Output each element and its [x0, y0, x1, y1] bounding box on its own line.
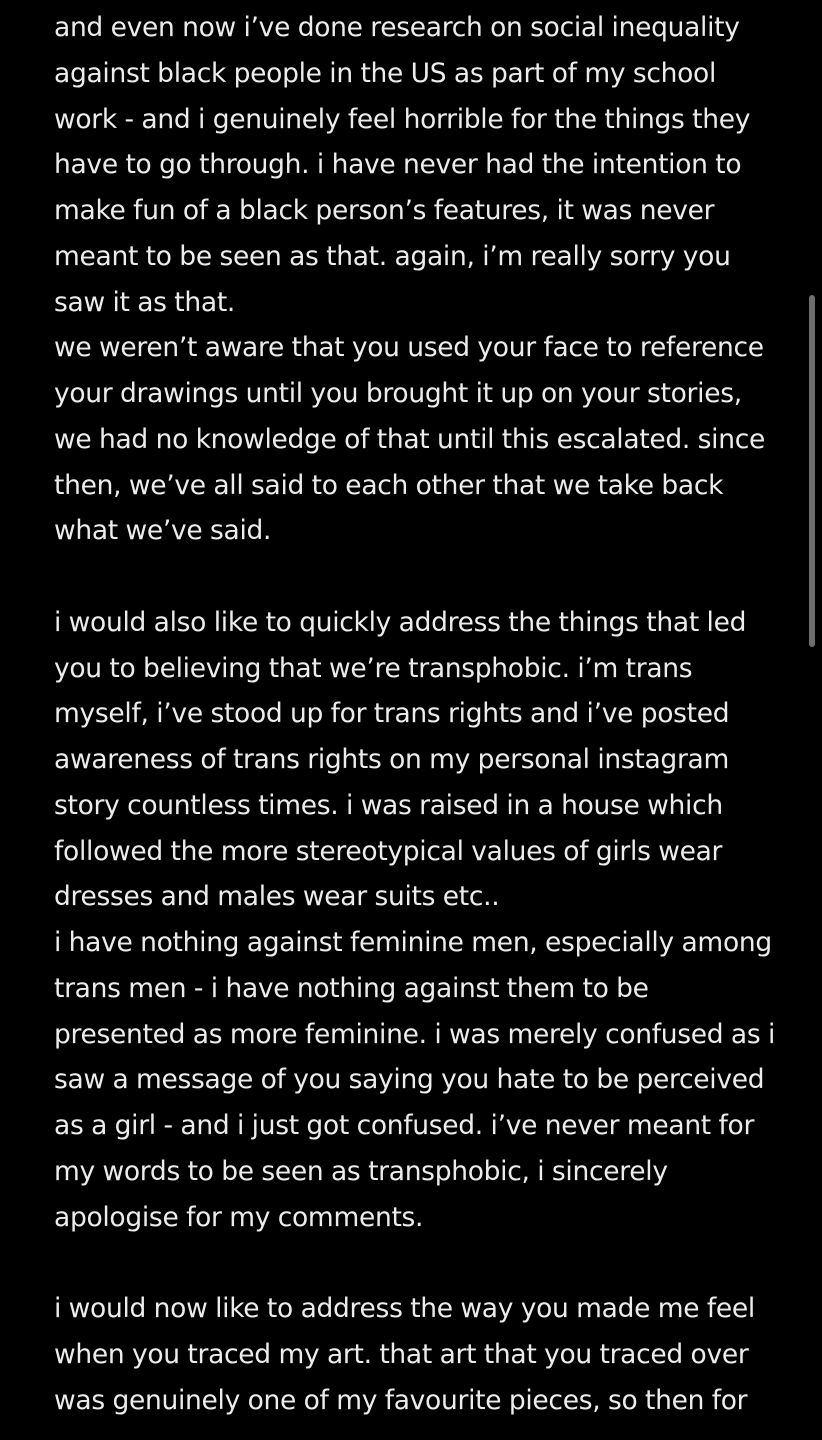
text-line: then, we’ve all said to each other that we take back	[54, 469, 724, 501]
text-line: myself, i’ve stood up for trans rights and i’ve posted	[54, 698, 730, 730]
text-line: saw a message of you saying you hate to be perceived	[54, 1064, 765, 1096]
text-line: what we’ve said.	[54, 515, 272, 547]
text-line: you to believing that we’re transphobic. i’m trans	[54, 652, 693, 684]
text-line: was genuinely one of my favourite pieces, so then for	[54, 1384, 748, 1416]
note-text-body[interactable]	[54, 5, 794, 1423]
text-line: trans men - i have nothing against them to be	[54, 972, 649, 1004]
text-line: dresses and males wear suits etc..	[54, 881, 500, 913]
text-line: when you traced my art. that art that you traced over	[54, 1338, 749, 1370]
text-line: saw it as that.	[54, 286, 236, 318]
text-line: work - and i genuinely feel horrible for the things they	[54, 103, 751, 135]
text-line: i would now like to address the way you made me feel	[54, 1293, 755, 1324]
text-line: story countless times. i was raised in a house which	[54, 789, 723, 821]
text-line: i would also like to quickly address the things that led	[54, 606, 747, 638]
text-line: against black people in the US as part of my school	[54, 57, 717, 89]
blank-line	[54, 1240, 794, 1286]
text-line: meant to be seen as that. again, i’m really sorry you	[54, 240, 731, 272]
text-line: followed the more stereotypical values of girls wear	[54, 835, 723, 867]
text-line: awareness of trans rights on my personal instagram	[54, 744, 729, 775]
text-line: we weren’t aware that you used your face to reference	[54, 332, 764, 364]
text-line: we had no knowledge of that until this escalated. since	[54, 423, 766, 455]
text-line: make fun of a black person’s features, it was never	[54, 195, 715, 226]
text-line: apologise for my comments.	[54, 1201, 424, 1233]
text-line: have to go through. i have never had the intention to	[54, 149, 742, 181]
text-line: i have nothing against feminine men, especially among	[54, 927, 772, 958]
text-line: and even now i’ve done research on social inequality	[54, 12, 740, 43]
blank-line	[54, 554, 794, 600]
text-line: presented as more feminine. i was merely confused as i	[54, 1018, 776, 1050]
text-line: your drawings until you brought it up on your stories,	[54, 378, 742, 409]
text-line: as a girl - and i just got confused. i’ve never meant for	[54, 1110, 755, 1141]
text-line: my words to be seen as transphobic, i sincerely	[54, 1155, 668, 1187]
scrollbar-thumb[interactable]	[809, 295, 815, 647]
